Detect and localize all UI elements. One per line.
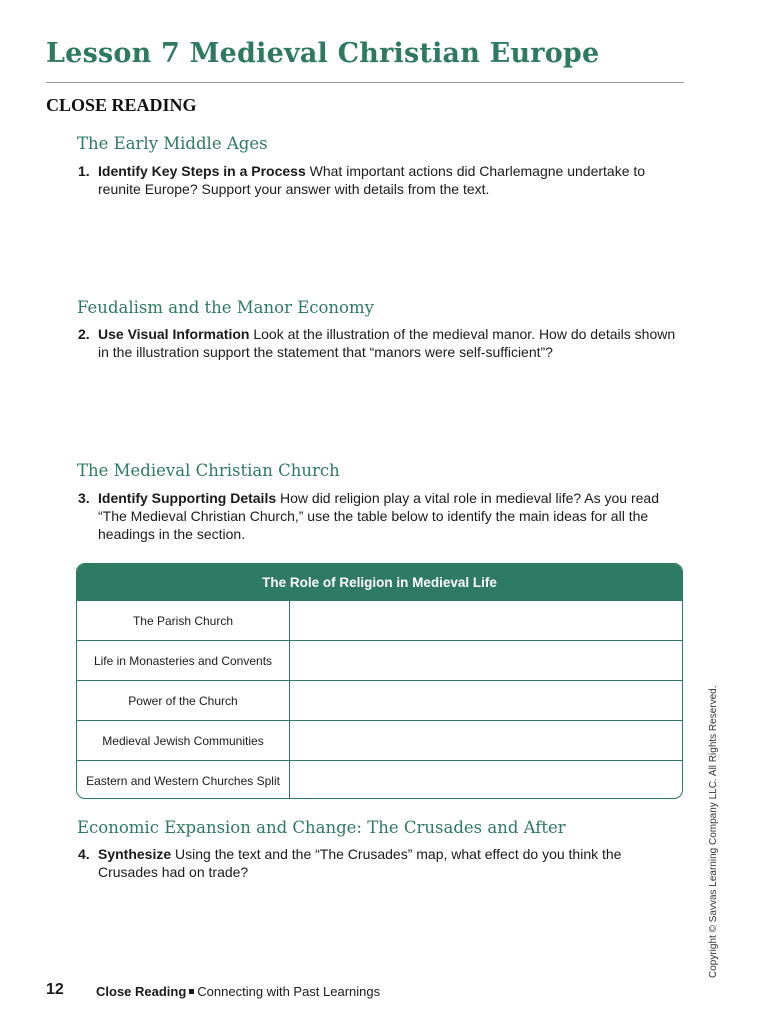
question-text: What important actions did Charlemagne undertake to reunite Europe? Support your answer with details from the text. [98, 163, 646, 197]
square-bullet-icon [189, 989, 194, 994]
table-answer-cell[interactable] [290, 601, 682, 640]
question-number: 4. [78, 846, 90, 862]
question-text: How did religion play a vital role in medieval life? As you read “The Medieval Christian Church,” use the table below to identify the main ideas for all the headings in the section. [98, 490, 659, 542]
question-skill: Synthesize [98, 846, 172, 862]
question-3 [78, 489, 678, 543]
close-reading-heading: CLOSE READING [46, 95, 197, 115]
section-heading-economic-expansion: Economic Expansion and Change: The Crusades and After [77, 818, 566, 837]
question-number: 1. [78, 163, 90, 179]
page-number: 12 [46, 981, 64, 998]
question-text: Using the text and the “The Crusades” map, what effect do you think the Crusades had on trade? [98, 846, 622, 880]
question-skill: Identify Supporting Details [98, 490, 277, 506]
question-4 [78, 845, 678, 881]
table-row [77, 720, 682, 760]
table-answer-cell[interactable] [290, 641, 682, 680]
question-text: Look at the illustration of the medieval manor. How do details shown in the illustration support the statement that “manors were self-sufficient”? [98, 326, 676, 360]
copyright-notice: Copyright © Savvas Learning Company LLC. All Rights Reserved. [708, 685, 719, 978]
question-skill: Identify Key Steps in a Process [98, 163, 306, 179]
table-title: The Role of Religion in Medieval Life [77, 564, 682, 600]
table-answer-cell[interactable] [290, 681, 682, 720]
table-row [77, 760, 682, 799]
section-heading-early-middle-ages: The Early Middle Ages [77, 134, 268, 153]
table-row-label: The Parish Church [77, 601, 290, 640]
role-of-religion-table [76, 563, 683, 799]
footer-label-bold: Close Reading [96, 984, 187, 999]
question-number: 2. [78, 326, 90, 342]
table-answer-cell[interactable] [290, 761, 682, 799]
table-row-label: Eastern and Western Churches Split [77, 761, 290, 799]
table-row [77, 640, 682, 680]
table-row-label: Power of the Church [77, 681, 290, 720]
lesson-title: Lesson 7 Medieval Christian Europe [46, 38, 600, 69]
question-1 [78, 162, 678, 198]
section-heading-feudalism: Feudalism and the Manor Economy [77, 298, 374, 317]
table-answer-cell[interactable] [290, 721, 682, 760]
table-row-label: Life in Monasteries and Convents [77, 641, 290, 680]
question-skill: Use Visual Information [98, 326, 250, 342]
table-row-label: Medieval Jewish Communities [77, 721, 290, 760]
question-number: 3. [78, 490, 90, 506]
question-2 [78, 325, 678, 361]
footer-label: Connecting with Past Learnings [197, 984, 381, 999]
title-divider [46, 82, 684, 83]
section-heading-medieval-church: The Medieval Christian Church [77, 461, 340, 480]
table-row [77, 600, 682, 640]
table-row [77, 680, 682, 720]
